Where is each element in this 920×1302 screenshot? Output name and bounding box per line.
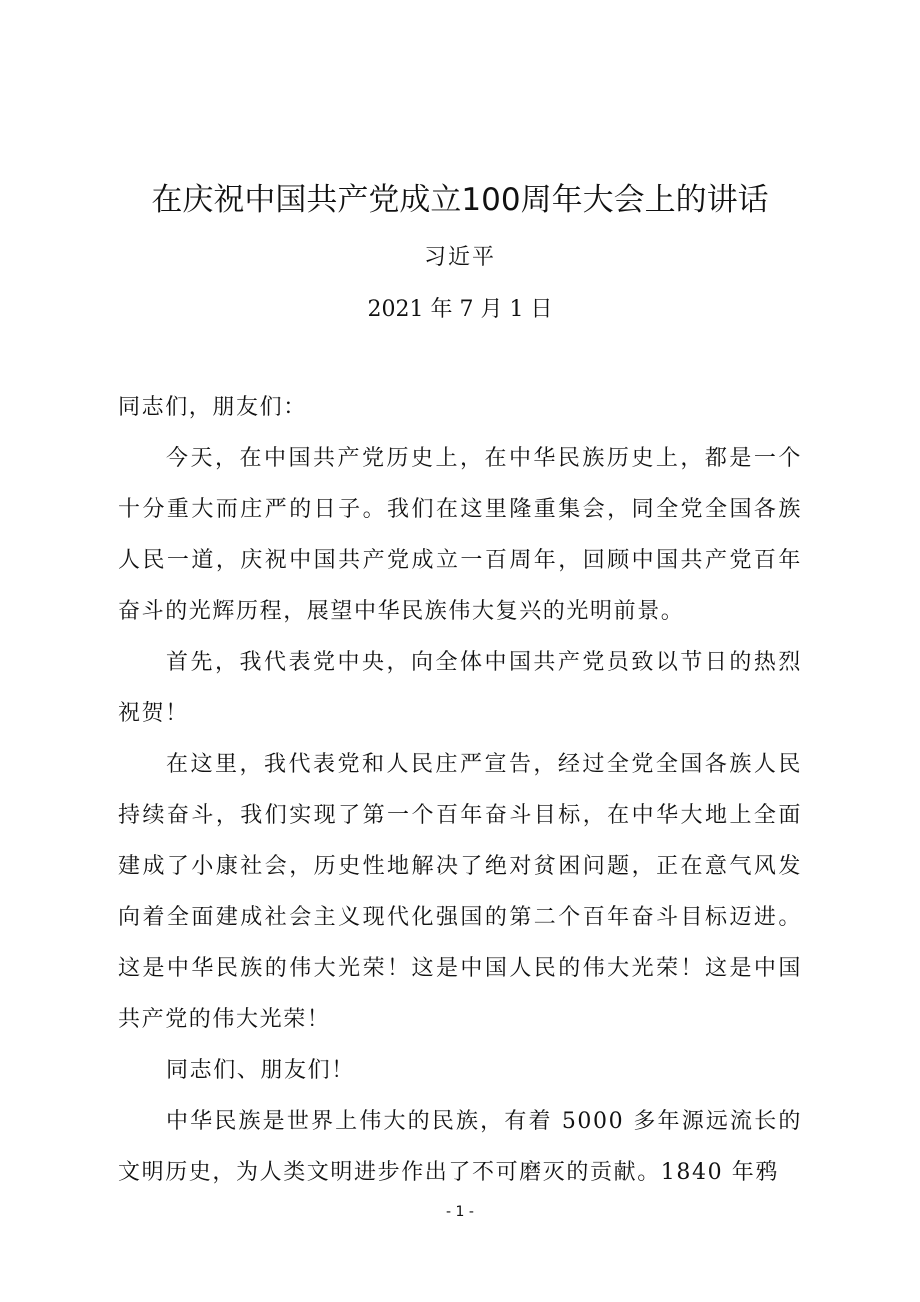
document-title: 在庆祝中国共产党成立100周年大会上的讲话 [151,182,769,218]
body-paragraph: 今天，在中国共产党历史上，在中华民族历史上，都是一个十分重大而庄严的日子。我们在这里隆重集会，同全党全国各族人民一道，庆祝中国共产党成立一百周年，回顾中国共产党百年奋斗的光辉历程，展望中华民族伟大复兴的光明前景。 [118,446,802,624]
speech-date: 2021 年 7 月 1 日 [367,297,553,322]
body-paragraph: 同志们、朋友们！ [166,1058,355,1083]
page-number: - 1 - [446,1204,474,1220]
document-body [118,382,802,1198]
body-paragraph: 首先，我代表党中央，向全体中国共产党员致以节日的热烈祝贺！ [118,650,802,726]
body-paragraph: 在这里，我代表党和人民庄严宣告，经过全党全国各族人民持续奋斗，我们实现了第一个百年奋斗目标，在中华大地上全面建成了小康社会，历史性地解决了绝对贫困问题，正在意气风发向着全面建成社会主义现代化强国的第二个百年奋斗目标迈进。这是中华民族的伟大光荣！这是中国人民的伟大光荣！这是中国共产党的伟大光荣！ [118,752,802,1032]
salutation-paragraph: 同志们，朋友们： [118,395,307,420]
author-name: 习近平 [423,245,496,270]
body-paragraph: 中华民族是世界上伟大的民族，有着 5000 多年源远流长的文明历史，为人类文明进步作出了不可磨灭的贡献。1840 年鸦 [118,1109,802,1185]
